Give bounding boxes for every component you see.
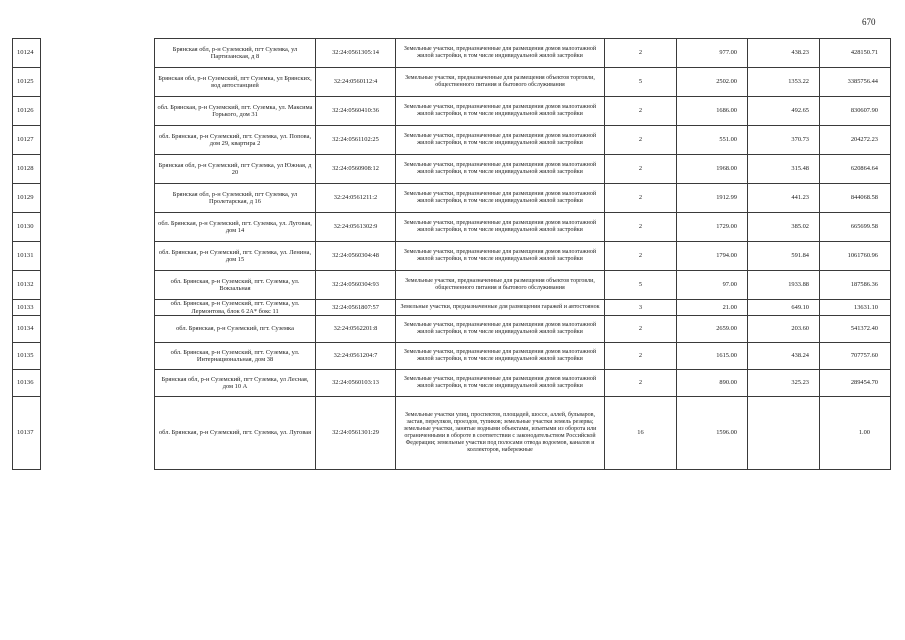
table-row (155, 271, 891, 300)
address-cell: обл. Брянская, р-н Суземский, пгт. Суземка, ул. Лермонтова, блок 6 2А* бокс 11 (155, 300, 316, 316)
record-id-row (13, 126, 41, 155)
specific-value-cell: 438.24 (748, 343, 820, 370)
table-row (155, 126, 891, 155)
table-row (155, 242, 891, 271)
land-use-cell: Земельные участки, предназначенные для размещения домов малоэтажной жилой застройки, в том числе индивидуальной жилой застройки (396, 97, 605, 126)
record-id-cell: 10132 (13, 271, 41, 300)
land-use-cell: Земельные участки, предназначенные для размещения домов малоэтажной жилой застройки, в том числе индивидуальной жилой застройки (396, 370, 605, 397)
area-cell: 1968.00 (677, 155, 748, 184)
specific-value-cell: 441.23 (748, 184, 820, 213)
record-id-cell: 10135 (13, 343, 41, 370)
table-row (155, 184, 891, 213)
record-id-row (13, 242, 41, 271)
record-id-cell: 10136 (13, 370, 41, 397)
record-id-row (13, 397, 41, 470)
group-cell: 16 (605, 397, 677, 470)
address-cell: Брянская обл, р-н Суземский, пгт Суземка, ул Лесная, дом 10 А (155, 370, 316, 397)
record-id-row (13, 343, 41, 370)
cadastral-value-cell: 665699.58 (820, 213, 891, 242)
record-id-row (13, 213, 41, 242)
record-id-row (13, 39, 41, 68)
record-id-row (13, 97, 41, 126)
group-cell: 2 (605, 39, 677, 68)
cadastral-value-cell: 541372.40 (820, 316, 891, 343)
land-use-cell: Земельные участки, предназначенные для размещения домов малоэтажной жилой застройки, в том числе индивидуальной жилой застройки (396, 343, 605, 370)
area-cell: 551.00 (677, 126, 748, 155)
specific-value-cell (748, 397, 820, 470)
area-cell: 1729.00 (677, 213, 748, 242)
address-cell: Брянская обл, р-н Суземский, пгт Суземка, ул Брянских, вод автостанцией (155, 68, 316, 97)
area-cell: 1596.00 (677, 397, 748, 470)
specific-value-cell: 385.02 (748, 213, 820, 242)
page-number: 670 (862, 17, 876, 27)
record-id-row (13, 316, 41, 343)
specific-value-cell: 370.73 (748, 126, 820, 155)
record-id-cell: 10127 (13, 126, 41, 155)
group-cell: 2 (605, 126, 677, 155)
land-use-cell: Земельные участки, предназначенные для размещения гаражей и автостоянок (396, 300, 605, 316)
cadastral-number-cell: 32:24:0561211:2 (316, 184, 396, 213)
group-cell: 2 (605, 213, 677, 242)
address-cell: обл. Брянская, р-н Суземский, пгт. Суземка, ул. Ленина, дом 15 (155, 242, 316, 271)
cadastral-value-cell: 1061760.96 (820, 242, 891, 271)
address-cell: Брянская обл, р-н Суземский, пгт Суземка, ул Пролетарская, д 16 (155, 184, 316, 213)
land-use-cell: Земельные участки, предназначенные для размещения домов малоэтажной жилой застройки, в том числе индивидуальной жилой застройки (396, 184, 605, 213)
specific-value-cell: 649.10 (748, 300, 820, 316)
address-cell: обл. Брянская, р-н Суземский, пгт. Суземка, ул. Максима Горького, дом 31 (155, 97, 316, 126)
area-cell: 977.00 (677, 39, 748, 68)
area-cell: 2502.00 (677, 68, 748, 97)
cadastral-value-cell: 844068.58 (820, 184, 891, 213)
cadastral-number-cell: 32:24:0561305:14 (316, 39, 396, 68)
table-row (155, 343, 891, 370)
record-id-row (13, 271, 41, 300)
group-cell: 2 (605, 97, 677, 126)
cadastral-number-cell: 32:24:0560908:12 (316, 155, 396, 184)
land-use-cell: Земельные участки, предназначенные для размещения объектов торговли, общественного питания и бытового обслуживания (396, 68, 605, 97)
land-use-cell: Земельные участки, предназначенные для размещения домов малоэтажной жилой застройки, в том числе индивидуальной жилой застройки (396, 213, 605, 242)
cadastral-value-cell: 289454.70 (820, 370, 891, 397)
cadastral-value-cell: 620864.64 (820, 155, 891, 184)
cadastral-number-cell: 32:24:0562201:8 (316, 316, 396, 343)
record-id-cell: 10128 (13, 155, 41, 184)
address-cell: обл. Брянская, р-н Суземский, пгт. Суземка, ул. Вокзальная (155, 271, 316, 300)
address-cell: обл. Брянская, р-н Суземский, пгт. Суземка, ул. Луговая, дом 14 (155, 213, 316, 242)
cadastral-number-cell: 32:24:0561301:29 (316, 397, 396, 470)
cadastral-value-cell: 3385756.44 (820, 68, 891, 97)
area-cell: 1686.00 (677, 97, 748, 126)
group-cell: 3 (605, 300, 677, 316)
record-id-cell: 10126 (13, 97, 41, 126)
table-row (155, 155, 891, 184)
record-id-cell: 10125 (13, 68, 41, 97)
area-cell: 890.00 (677, 370, 748, 397)
address-cell: обл. Брянская, р-н Суземский, пгт. Суземка, ул. Луговая (155, 397, 316, 470)
record-id-row (13, 370, 41, 397)
record-id-cell: 10133 (13, 300, 41, 316)
address-cell: обл. Брянская, р-н Суземский, пгт. Суземка, ул. Попова, дом 29, квартира 2 (155, 126, 316, 155)
area-cell: 2659.00 (677, 316, 748, 343)
land-use-cell: Земельные участки, предназначенные для размещения домов малоэтажной жилой застройки, в том числе индивидуальной жилой застройки (396, 39, 605, 68)
area-cell: 1615.00 (677, 343, 748, 370)
address-cell: Брянская обл, р-н Суземский, пгт Суземка, ул Партизанская, д 8 (155, 39, 316, 68)
group-cell: 2 (605, 343, 677, 370)
cadastral-number-cell: 32:24:0560304:48 (316, 242, 396, 271)
record-id-cell: 10124 (13, 39, 41, 68)
cadastral-number-cell: 32:24:0561102:25 (316, 126, 396, 155)
table-row (155, 316, 891, 343)
area-cell: 1794.00 (677, 242, 748, 271)
table-row (155, 300, 891, 316)
group-cell: 2 (605, 370, 677, 397)
specific-value-cell: 315.48 (748, 155, 820, 184)
group-cell: 2 (605, 184, 677, 213)
record-id-row (13, 300, 41, 316)
cadastral-number-cell: 32:24:0561204:7 (316, 343, 396, 370)
record-id-cell: 10129 (13, 184, 41, 213)
cadastral-number-cell: 32:24:0560112:4 (316, 68, 396, 97)
record-id-column (12, 38, 41, 470)
cadastral-number-cell: 32:24:0560304:93 (316, 271, 396, 300)
table-row (155, 213, 891, 242)
specific-value-cell: 1353.22 (748, 68, 820, 97)
group-cell: 5 (605, 68, 677, 97)
area-cell: 1912.99 (677, 184, 748, 213)
area-cell: 21.00 (677, 300, 748, 316)
cadastral-value-cell: 830607.90 (820, 97, 891, 126)
record-id-cell: 10131 (13, 242, 41, 271)
cadastral-value-cell: 13631.10 (820, 300, 891, 316)
address-cell: обл. Брянская, р-н Суземский, пгт. Суземка (155, 316, 316, 343)
cadastral-value-cell: 204272.23 (820, 126, 891, 155)
cadastral-number-cell: 32:24:0560103:13 (316, 370, 396, 397)
record-id-row (13, 184, 41, 213)
table-row (155, 39, 891, 68)
cadastral-value-cell: 707757.60 (820, 343, 891, 370)
land-use-cell: Земельные участки, предназначенные для размещения домов малоэтажной жилой застройки, в том числе индивидуальной жилой застройки (396, 126, 605, 155)
record-id-cell: 10130 (13, 213, 41, 242)
cadastral-value-cell: 187586.36 (820, 271, 891, 300)
address-cell: обл. Брянская, р-н Суземский, пгт. Суземка, ул. Интернациональная, дом 38 (155, 343, 316, 370)
address-cell: Брянская обл, р-н Суземский, пгт Суземка, ул Южная, д 20 (155, 155, 316, 184)
table-row (155, 68, 891, 97)
specific-value-cell: 591.84 (748, 242, 820, 271)
table-row (155, 97, 891, 126)
cadastral-number-cell: 32:24:0560410:36 (316, 97, 396, 126)
cadastral-value-cell: 1.00 (820, 397, 891, 470)
land-parcels-table (154, 38, 891, 470)
specific-value-cell: 203.60 (748, 316, 820, 343)
cadastral-number-cell: 32:24:0561302:9 (316, 213, 396, 242)
record-id-cell: 10134 (13, 316, 41, 343)
land-use-cell: Земельные участки, предназначенные для размещения объектов торговли, общественного питания и бытового обслуживания (396, 271, 605, 300)
land-use-cell: Земельные участки, предназначенные для размещения домов малоэтажной жилой застройки, в том числе индивидуальной жилой застройки (396, 316, 605, 343)
record-id-cell: 10137 (13, 397, 41, 470)
group-cell: 5 (605, 271, 677, 300)
group-cell: 2 (605, 155, 677, 184)
table-row (155, 397, 891, 470)
specific-value-cell: 492.65 (748, 97, 820, 126)
group-cell: 2 (605, 316, 677, 343)
cadastral-number-cell: 32:24:0561807:57 (316, 300, 396, 316)
table-row (155, 370, 891, 397)
area-cell: 97.00 (677, 271, 748, 300)
record-id-row (13, 155, 41, 184)
cadastral-value-cell: 428150.71 (820, 39, 891, 68)
record-id-row (13, 68, 41, 97)
land-use-cell: Земельные участки, предназначенные для размещения домов малоэтажной жилой застройки, в том числе индивидуальной жилой застройки (396, 242, 605, 271)
specific-value-cell: 325.23 (748, 370, 820, 397)
specific-value-cell: 1933.88 (748, 271, 820, 300)
group-cell: 2 (605, 242, 677, 271)
land-use-cell: Земельные участки, предназначенные для размещения домов малоэтажной жилой застройки, в том числе индивидуальной жилой застройки (396, 155, 605, 184)
land-use-cell: Земельные участки улиц, проспектов, площадей, шоссе, аллей, бульваров, застав, переулков, проездов, тупиков; земельные участки земель резерва; земельные участки, занятые водными объектами, изъятыми из оборота или ограниченными в обороте в соответствии с законодательством Российской Федерации; земельные участки под полосами отвода водоемов, каналов и коллекторов, набережные (396, 397, 605, 470)
specific-value-cell: 438.23 (748, 39, 820, 68)
